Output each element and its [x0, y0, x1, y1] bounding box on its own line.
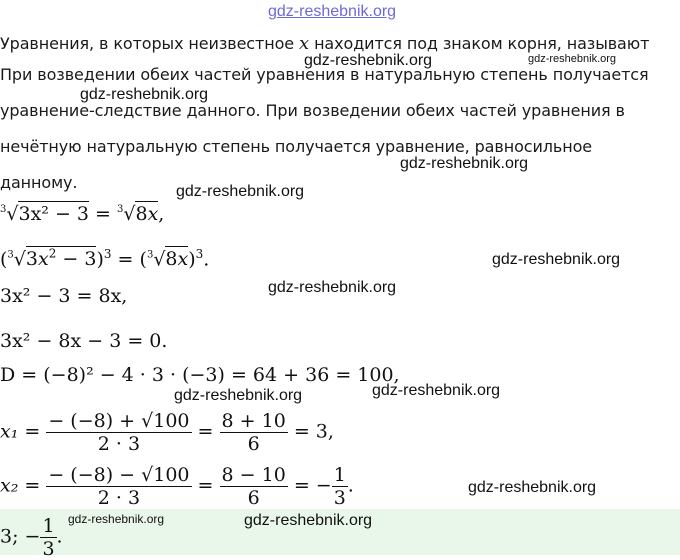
watermark: gdz-reshebnik.org	[244, 512, 373, 529]
theory-line-2: При возведении обеих частей уравнения в натуральную степень получается	[0, 65, 649, 84]
theory-line-3: уравнение-следствие данного. При возведении обеих частей уравнения в	[0, 101, 625, 120]
watermark: gdz-reshebnik.org	[174, 387, 303, 404]
x2-end: .	[347, 474, 354, 497]
x2-label: x₂	[0, 474, 19, 497]
answer-end: .	[56, 525, 63, 548]
watermark: gdz-reshebnik.org	[68, 512, 165, 526]
watermark: gdz-reshebnik.org	[176, 183, 305, 200]
watermark: gdz-reshebnik.org	[372, 382, 501, 399]
equation-4: 3x² − 8x − 3 = 0.	[0, 330, 168, 352]
x1-fraction: $\frac{- (-8) + √100}{2 \cdot 3}$	[48, 410, 190, 455]
answer-box	[0, 509, 680, 560]
eq1-right-radicand: 8x	[135, 203, 159, 225]
theory-line-1	[0, 34, 649, 54]
x1-fraction-simplified: $\frac{8 + 10}{6}$	[221, 410, 286, 455]
x2-result-sign: −	[315, 474, 332, 497]
eq1-left-radicand: 3x² − 3	[18, 203, 89, 225]
watermark: gdz-reshebnik.org	[304, 52, 433, 69]
answer-fraction: $\frac{1}{3}$	[42, 515, 55, 560]
theory-variable: x	[299, 33, 310, 54]
x1-result: 3,	[315, 420, 334, 443]
watermark-top[interactable]: gdz-reshebnik.org	[268, 3, 397, 20]
theory-line-1-after: находится под знаком корня, называют	[309, 34, 650, 53]
equation-3: 3x² − 3 = 8x,	[0, 285, 128, 307]
root-x2: x₂ = $\frac{- (-8) - √100}{2 \cdot 3}$ = $\frac{8 - 10}{6}$ = − $\frac{1}{3}$ .	[0, 464, 354, 509]
watermark: gdz-reshebnik.org	[468, 479, 597, 496]
root-x1: x₁ = $\frac{- (-8) + √100}{2 \cdot 3}$ = $\frac{8 + 10}{6}$ = 3,	[0, 410, 334, 455]
watermark: gdz-reshebnik.org	[492, 251, 621, 268]
watermark: gdz-reshebnik.org	[80, 86, 209, 103]
theory-line-4: нечётную натуральную степень получается уравнение, равносильное	[0, 137, 593, 156]
equation-1: $^3$√3x² − 3 = $^3$√8x,	[0, 203, 165, 225]
discriminant: D = (−8)² − 4 · 3 · (−3) = 64 + 36 = 100,	[0, 364, 400, 386]
x2-result-fraction: $\frac{1}{3}$	[333, 464, 346, 509]
equation-2: $(^3√3x^2 - 3)^3 = (^3√8x)^3$.	[0, 247, 210, 271]
theory-line-5: данному.	[0, 173, 78, 192]
answer-first: 3; −	[0, 525, 41, 548]
theory-line-1-before: Уравнения, в которых неизвестное	[0, 34, 300, 53]
watermark: gdz-reshebnik.org	[268, 279, 397, 296]
x1-label: x₁	[0, 420, 19, 443]
answer	[0, 515, 63, 560]
eq2-end: .	[203, 248, 210, 271]
watermark: gdz-reshebnik.org	[400, 155, 529, 172]
watermark: gdz-reshebnik.org	[528, 53, 617, 65]
x2-fraction: $\frac{- (-8) - √100}{2 \cdot 3}$	[48, 464, 190, 509]
x2-fraction-simplified: $\frac{8 - 10}{6}$	[221, 464, 286, 509]
